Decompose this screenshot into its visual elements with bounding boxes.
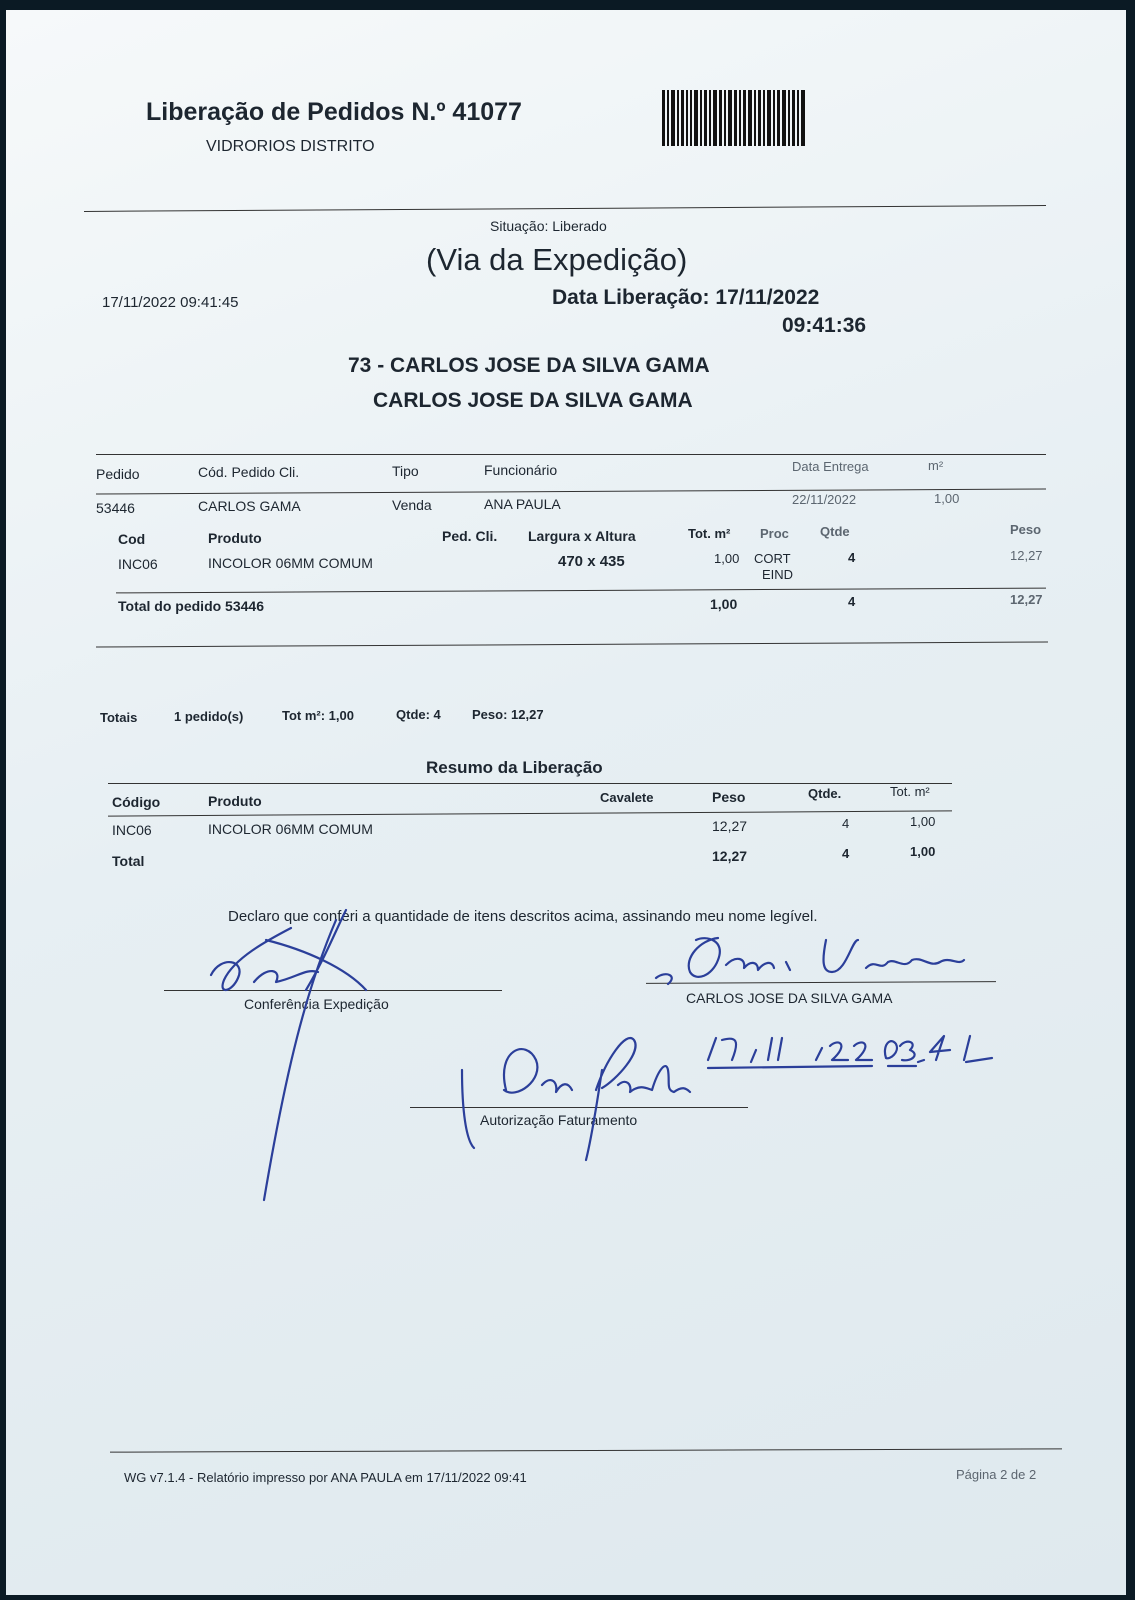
item-dims: 470 x 435 <box>558 553 625 570</box>
resumo-total-qtde: 4 <box>842 846 850 861</box>
header-divider <box>84 205 1046 212</box>
situacao-label: Situação: Liberado <box>490 218 607 234</box>
item-cod: INC06 <box>118 556 158 572</box>
item-col-cod: Cod <box>118 531 146 547</box>
print-datetime: 17/11/2022 09:41:45 <box>102 294 239 311</box>
totais-qtde: Qtde: 4 <box>396 707 441 722</box>
item-proc-2: EIND <box>762 567 794 582</box>
client-line-1: 73 - CARLOS JOSE DA SILVA GAMA <box>348 354 710 377</box>
row-m2: 1,00 <box>934 491 960 506</box>
resumo-row-peso: 12,27 <box>712 818 748 834</box>
conferencia-caption: Conferência Expedição <box>244 996 389 1012</box>
item-peso: 12,27 <box>1010 548 1043 563</box>
cliente-signature-line <box>646 981 996 984</box>
document-page <box>6 10 1126 1595</box>
conferencia-signature-line <box>164 990 502 991</box>
footer-page-number: Página 2 de 2 <box>956 1467 1037 1482</box>
resumo-col-qtde: Qtde. <box>808 786 842 801</box>
item-col-peso: Peso <box>1010 522 1042 537</box>
row-data-entrega: 22/11/2022 <box>792 492 857 507</box>
data-liberacao: Data Liberação: 17/11/2022 <box>552 286 820 309</box>
col-funcionario: Funcionário <box>484 462 558 478</box>
resumo-header-rule <box>108 810 952 816</box>
item-total-rule <box>116 588 1046 594</box>
resumo-col-codigo: Código <box>112 794 161 810</box>
totais-m2: Tot m²: 1,00 <box>282 708 354 723</box>
resumo-title: Resumo da Liberação <box>426 758 603 777</box>
resumo-row-codigo: INC06 <box>112 822 152 838</box>
row-funcionario: ANA PAULA <box>484 496 561 512</box>
totais-peso: Peso: 12,27 <box>472 707 544 722</box>
total-pedido-peso: 12,27 <box>1010 592 1043 607</box>
item-col-proc: Proc <box>760 526 789 541</box>
col-cod-pedido-cli: Cód. Pedido Cli. <box>198 464 300 480</box>
autorizacao-signature-line <box>410 1107 748 1108</box>
resumo-col-tot-m2: Tot. m² <box>890 784 930 799</box>
row-tipo: Venda <box>392 497 432 513</box>
totais-label: Totais <box>100 710 138 725</box>
item-proc-1: CORT <box>754 551 791 566</box>
totais-pedidos: 1 pedido(s) <box>174 709 244 724</box>
item-qtde: 4 <box>848 550 856 565</box>
resumo-row-tot-m2: 1,00 <box>910 814 936 829</box>
order-table-top-rule <box>96 454 1046 455</box>
resumo-row-qtde: 4 <box>842 816 850 831</box>
col-m2: m² <box>928 458 944 473</box>
autorizacao-caption: Autorização Faturamento <box>480 1112 638 1128</box>
total-pedido-label: Total do pedido 53446 <box>118 598 264 614</box>
company-name: VIDRORIOS DISTRITO <box>206 138 375 155</box>
barcode <box>662 90 832 146</box>
total-pedido-m2: 1,00 <box>710 596 738 612</box>
total-pedido-qtde: 4 <box>848 594 856 609</box>
item-col-qtde: Qtde <box>820 524 850 539</box>
resumo-col-peso: Peso <box>712 789 746 805</box>
via-label: (Via da Expedição) <box>426 242 688 277</box>
row-cod-pedido-cli: CARLOS GAMA <box>198 498 301 514</box>
order-table-bottom-rule <box>96 642 1048 648</box>
cliente-caption: CARLOS JOSE DA SILVA GAMA <box>686 990 893 1006</box>
declaration-text: Declaro que conferi a quantidade de itens descritos acima, assinando meu nome legível. <box>228 908 818 925</box>
document-title: Liberação de Pedidos N.º 41077 <box>146 98 522 126</box>
item-col-tot-m2: Tot. m² <box>688 526 731 541</box>
resumo-col-produto: Produto <box>208 793 262 809</box>
client-line-2: CARLOS JOSE DA SILVA GAMA <box>373 389 693 412</box>
resumo-row-produto: INCOLOR 06MM COMUM <box>208 821 373 837</box>
resumo-col-cavalete: Cavalete <box>600 790 654 805</box>
item-col-ped-cli: Ped. Cli. <box>442 528 498 544</box>
resumo-total-label: Total <box>112 853 145 869</box>
resumo-total-tot-m2: 1,00 <box>910 844 936 859</box>
col-tipo: Tipo <box>392 463 419 479</box>
row-pedido: 53446 <box>96 500 135 516</box>
resumo-top-rule <box>108 783 952 784</box>
footer-rule <box>110 1448 1062 1452</box>
item-col-dims: Largura x Altura <box>528 528 636 544</box>
data-liberacao-time: 09:41:36 <box>782 314 867 337</box>
item-produto: INCOLOR 06MM COMUM <box>208 555 373 571</box>
footer-printed-by: WG v7.1.4 - Relatório impresso por ANA PAULA em 17/11/2022 09:41 <box>124 1470 527 1485</box>
resumo-total-peso: 12,27 <box>712 848 748 864</box>
item-col-produto: Produto <box>208 530 262 546</box>
col-pedido: Pedido <box>96 466 140 482</box>
item-tot-m2: 1,00 <box>714 551 740 566</box>
col-data-entrega: Data Entrega <box>792 459 869 474</box>
order-header-rule <box>96 489 1046 495</box>
